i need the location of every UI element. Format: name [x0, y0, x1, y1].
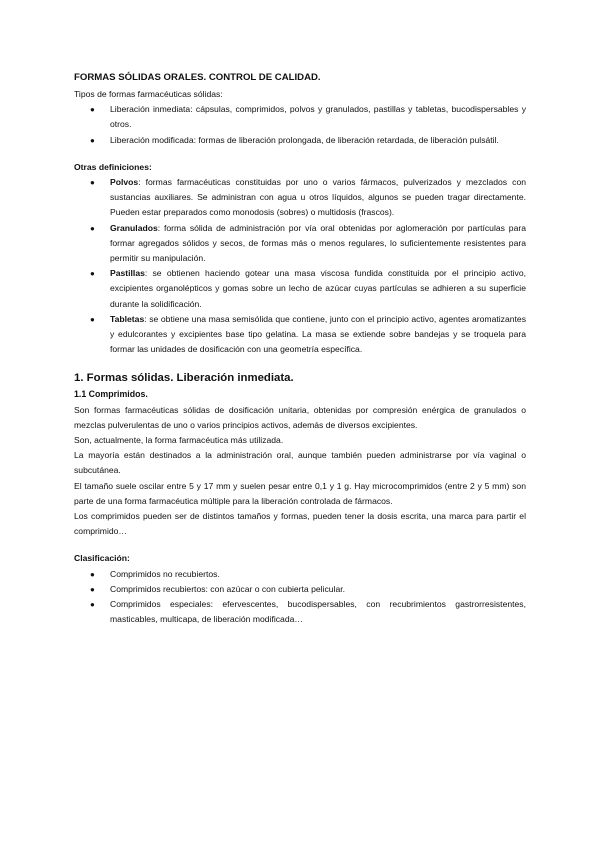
bullet-icon: ● — [90, 269, 95, 279]
list-item: ● Polvos: formas farmacéuticas constituidas por uno o varios fármacos, pulverizados y mezclados con sustancias auxiliares. Se administran con agua u otros líquidos, algunos se pueden tragar directamente. Pueden estar preparados como monodosis (sobres) o multidosis (frascos). — [90, 177, 526, 218]
list-item: ● Tabletas: se obtiene una masa semisólida que contiene, junto con el principio activo, agentes aromatizantes y edulcorantes y excipientes base tipo gelatina. La masa se extiende sobre bandejas y se troquela para formar las unidades de dosificación con una geometría específica. — [90, 313, 526, 355]
page-title: FORMAS SÓLIDAS ORALES. CONTROL DE CALIDAD. — [74, 72, 321, 83]
bullet-icon: ● — [90, 178, 95, 188]
bullet-icon: ● — [90, 223, 95, 233]
clasificacion-list — [74, 567, 526, 628]
paragraph: El tamaño suele oscilar entre 5 y 17 mm y suelen pesar entre 0,1 y 1 g. Hay microcomprimidos (entre 2 y 5 mm) son parte de una forma farmacéutica múltiple para la liberación controlada de fármacos. — [74, 480, 526, 506]
section-1-1-heading: 1.1 Comprimidos. — [74, 389, 148, 400]
tipos-list — [74, 102, 526, 148]
list-item: ● Comprimidos no recubiertos. — [74, 567, 526, 582]
paragraph: Son, actualmente, la forma farmacéutica más utilizada. — [74, 435, 284, 446]
tipos-intro: Tipos de formas farmacéuticas sólidas: — [74, 89, 223, 99]
section-1-heading: 1. Formas sólidas. Liberación inmediata. — [74, 372, 294, 385]
list-item: ● Pastillas: se obtienen haciendo gotear una masa viscosa fundida constituida por el principio activo, excipientes organolépticos y gomas sobre un lecho de azúcar cuyas partículas se adhieren a su superficie durante la solidificación. — [90, 268, 526, 309]
definiciones-list — [74, 175, 526, 357]
otras-definiciones-heading: Otras definiciones: — [74, 161, 152, 172]
bullet-icon: ● — [90, 135, 95, 145]
bullet-icon: ● — [90, 105, 95, 115]
paragraph: Son formas farmacéuticas sólidas de dosificación unitaria, obtenidas por compresión enérgica de granulados o mezclas pulverulentas de uno o varios principios activos, además de diversos excipientes. — [74, 404, 526, 430]
paragraph: La mayoría están destinados a la administración oral, aunque también pueden administrarse por vía vaginal o subcutánea. — [74, 450, 526, 476]
list-item: ● Comprimidos recubiertos: con azúcar o con cubierta pelicular. — [74, 582, 526, 597]
paragraph: Los comprimidos pueden ser de distintos tamaños y formas, pueden tener la dosis escrita, una marca para partir el comprimido… — [74, 511, 526, 537]
bullet-icon: ● — [90, 314, 95, 324]
bullet-icon: ● — [90, 569, 95, 579]
bullet-icon: ● — [90, 600, 95, 610]
list-item: ● Liberación inmediata: cápsulas, comprimidos, polvos y granulados, pastillas y tabletas, bucodispersables y otros. — [90, 104, 526, 130]
list-item: ● Liberación modificada: formas de liberación prolongada, de liberación retardada, de liberación pulsátil. — [74, 133, 526, 148]
bullet-icon: ● — [90, 584, 95, 594]
list-item: ● Comprimidos especiales: efervescentes, bucodispersables, con recubrimientos gastrorresistentes, masticables, multicapa, de liberación modificada… — [90, 599, 526, 625]
list-item: ● Granulados: forma sólida de administración por vía oral obtenidas por aglomeración por partículas para formar agregados sólidos y secos, de formas más o menos regulares, lo suficientemente resistentes para permitir su manipulación. — [90, 222, 526, 264]
clasificacion-heading: Clasificación: — [74, 553, 130, 564]
